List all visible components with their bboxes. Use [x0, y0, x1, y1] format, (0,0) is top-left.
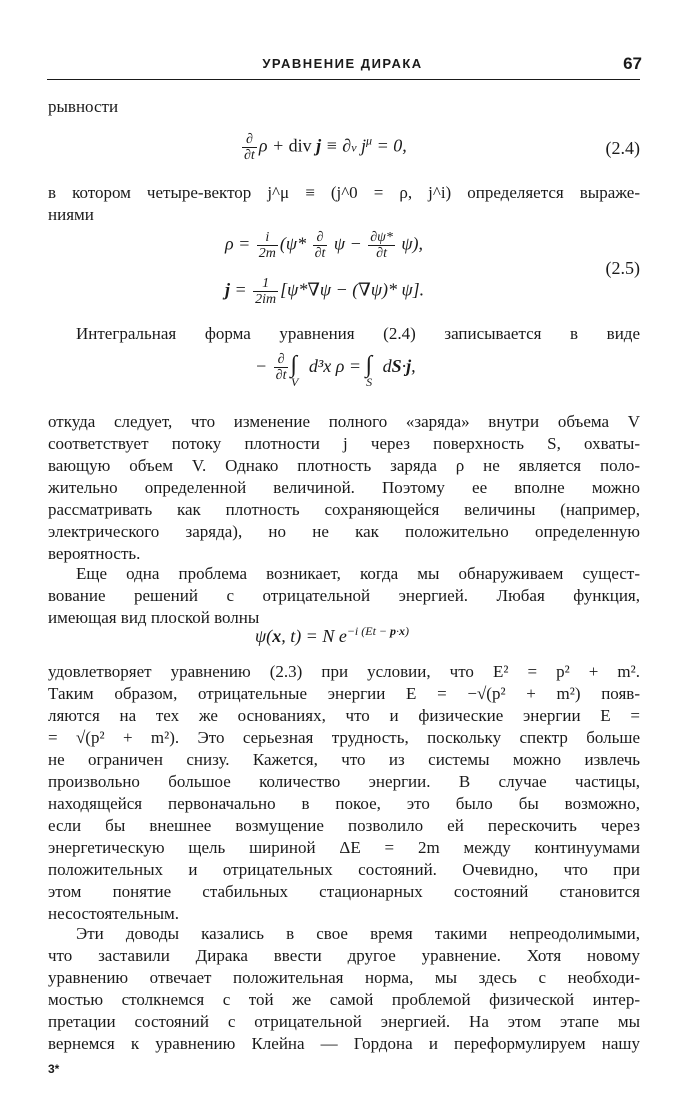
text-line: вование решений с отрицательной энергией. Любая функция,	[48, 586, 640, 605]
page-number: 67	[623, 54, 642, 73]
equation-number: (2.4)	[605, 138, 640, 158]
text-line: несостоятельным.	[48, 904, 180, 923]
text-line: претации состояний с отрицательной энергией. На этом этапе мы	[48, 1012, 640, 1031]
text-line: ниями	[48, 205, 94, 224]
text-line: находящейся первоначально в покое, это было бы возможно,	[48, 794, 640, 813]
equation-2-5-j: j = $\frac{1}{2im}$ [ψ*∇ψ − (∇ψ)* ψ].	[225, 276, 425, 307]
text-line: не ограничен снизу. Кажется, что из системы можно извлечь	[48, 750, 640, 769]
text-line: Еще одна проблема возникает, когда мы обнаруживаем сущест-	[76, 564, 640, 583]
text-line: положительных и отрицательных состояний. Очевидно, что при	[48, 860, 640, 879]
running-head: УРАВНЕНИЕ ДИРАКА	[262, 56, 423, 71]
equation-2-5-rho: ρ = $\frac{i}{2m}$ (ψ* $\frac{\partial}{\partial t}$ ψ − $\frac{\partial\psi*}{\partial t}$ ψ),	[225, 230, 424, 261]
text-line: рассматривать как плотность сохраняющейся величины (например,	[48, 500, 640, 519]
text-line: откуда следует, что изменение полного «заряда» внутри объема V	[48, 412, 640, 431]
text-line: что заставили Дирака ввести другое уравнение. Хотя новому	[48, 946, 640, 965]
text-line: = √(p² + m²). Это серьезная трудность, поскольку спектр больше	[48, 728, 640, 747]
text-line: имеющая вид плоской волны	[48, 608, 260, 627]
text-line: электрического заряда), но не как положительно определенную	[48, 522, 640, 541]
text-line: энергетическую щель шириной ΔE = 2m между континуумами	[48, 838, 640, 857]
text-line: удовлетворяет уравнению (2.3) при условии, что E² = p² + m².	[48, 662, 640, 681]
text-line: уравнению отвечает положительная норма, мы здесь с необходи-	[48, 968, 640, 987]
equation-integral: − $\frac{\partial}{\partial t}$ $\int_V$ d³x $\rho = \int_S$ dS·j,	[255, 352, 416, 389]
text-line: этом понятие стабильных стационарных состояний становится	[48, 882, 640, 901]
text-line: вероятность.	[48, 544, 141, 563]
text-line: Интегральная форма уравнения (2.4) записывается в виде	[76, 324, 640, 343]
text-line: Эти доводы казались в свое время такими непреодолимыми,	[76, 924, 640, 943]
text-line: если бы внешнее возмущение позволило ей перескочить через	[48, 816, 640, 835]
equation-2-4: $\frac{\partial}{\partial t}$ ρ + div j ≡ ∂ν $j^\mu = 0$,	[244, 132, 407, 163]
header-rule	[47, 79, 640, 80]
text-line: вающую объем V. Однако плотность заряда ρ не является поло-	[48, 456, 640, 475]
text-line: вернемся к уравнению Клейна — Гордона и переформулируем нашу	[48, 1034, 640, 1053]
text-line: Таким образом, отрицательные энергии E = −√(p² + m²) появ-	[48, 684, 640, 703]
text-line: жительно определенной величиной. Поэтому ее вполне можно	[48, 478, 640, 497]
fraction: $\frac{\partial}{\partial t}$	[244, 132, 255, 163]
equation-number: (2.5)	[605, 258, 640, 278]
equation-plane-wave: ψ(x, t) = N $e^{-i (Et - p\cdot x)}$	[255, 624, 410, 646]
signature-mark: 3*	[48, 1062, 60, 1076]
text-line: произвольно большое количество энергии. В случае частицы,	[48, 772, 640, 791]
text-line: ляются на тех же основаниях, что и физические энергии E =	[48, 706, 640, 725]
text-line: в котором четыре-вектор j^μ ≡ (j^0 = ρ, j^i) определяется выраже-	[48, 183, 640, 202]
text-line: рывности	[48, 97, 119, 116]
text-line: соответствует потоку плотности j через поверхность S, охваты-	[48, 434, 640, 453]
text-line: мостью столкнемся с той же самой проблемой физической интер-	[48, 990, 640, 1009]
